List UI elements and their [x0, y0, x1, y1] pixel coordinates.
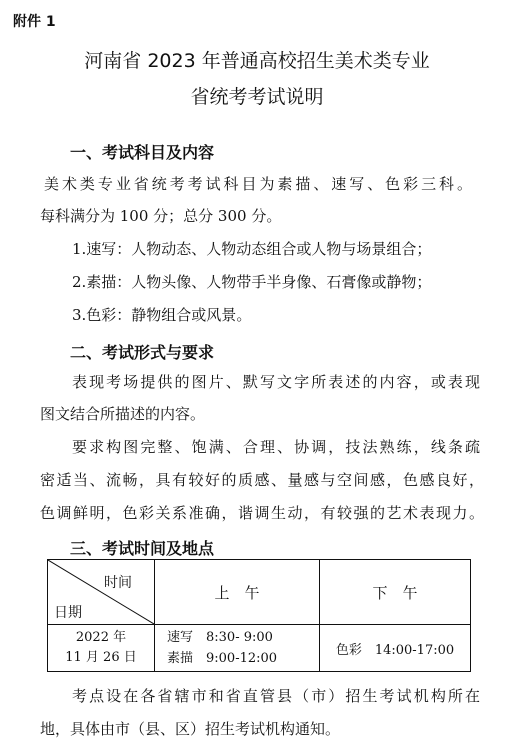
- section2-heading: 二、考试形式与要求: [70, 343, 215, 362]
- date-year: 2022 年: [75, 630, 127, 645]
- section1-intro-line2: 每科满分为 100 分；总分 300 分。: [40, 207, 282, 225]
- table-header-row: [48, 560, 471, 625]
- section1-intro-line1: 美术类专业省统考考试科目为素描、速写、色彩三科。: [44, 175, 472, 193]
- header-pm: 下 午: [320, 560, 471, 625]
- schedule-table: [47, 559, 471, 672]
- attachment-label: 附件 1: [13, 14, 56, 30]
- section1-heading: 一、考试科目及内容: [70, 143, 215, 162]
- page-title: 河南省 2023 年普通高校招生美术类专业: [84, 50, 430, 72]
- section1-item-3: 3.色彩：静物组合或风景。: [72, 306, 252, 324]
- date-cell: [48, 625, 155, 672]
- table-corner-cell: [48, 560, 155, 625]
- am-session-2: 素描 9:00-12:00: [167, 651, 278, 666]
- section3-heading: 三、考试时间及地点: [70, 539, 215, 558]
- pm-cell: 色彩 14:00-17:00: [320, 625, 471, 672]
- section1-item-1: 1.速写：人物动态、人物动态组合或人物与场景组合；: [72, 240, 432, 258]
- section2-para2-line3: 色调鲜明，色彩关系准确，谐调生动，有较强的艺术表现力。: [40, 504, 484, 522]
- corner-time-label: 时间: [104, 575, 132, 591]
- section2-para1-line1: 表现考场提供的图片、默写文字所表述的内容，或表现: [72, 373, 480, 391]
- am-session-1: 速写 8:30- 9:00: [167, 630, 273, 645]
- section2-para1-line2: 图文结合所描述的内容。: [40, 405, 206, 423]
- section1-item-2: 2.素描：人物头像、人物带手半身像、石膏像或静物；: [72, 273, 432, 291]
- table-row: [48, 625, 471, 672]
- date-day: 11 月 26 日: [65, 650, 137, 665]
- section2-para2-line2: 密适当、流畅，具有较好的质感、量感与空间感，色感良好，: [40, 471, 484, 489]
- am-cell: [155, 625, 320, 672]
- section3-note-line1: 考点设在各省辖市和省直管县（市）招生考试机构所在: [72, 687, 480, 705]
- header-am: 上 午: [155, 560, 320, 625]
- section3-note-line2: 地，具体由市（县、区）招生考试机构通知。: [40, 720, 341, 738]
- page-subtitle: 省统考考试说明: [190, 86, 324, 108]
- section2-para2-line1: 要求构图完整、饱满、合理、协调，技法熟练，线条疏: [72, 438, 480, 456]
- corner-date-label: 日期: [54, 605, 82, 621]
